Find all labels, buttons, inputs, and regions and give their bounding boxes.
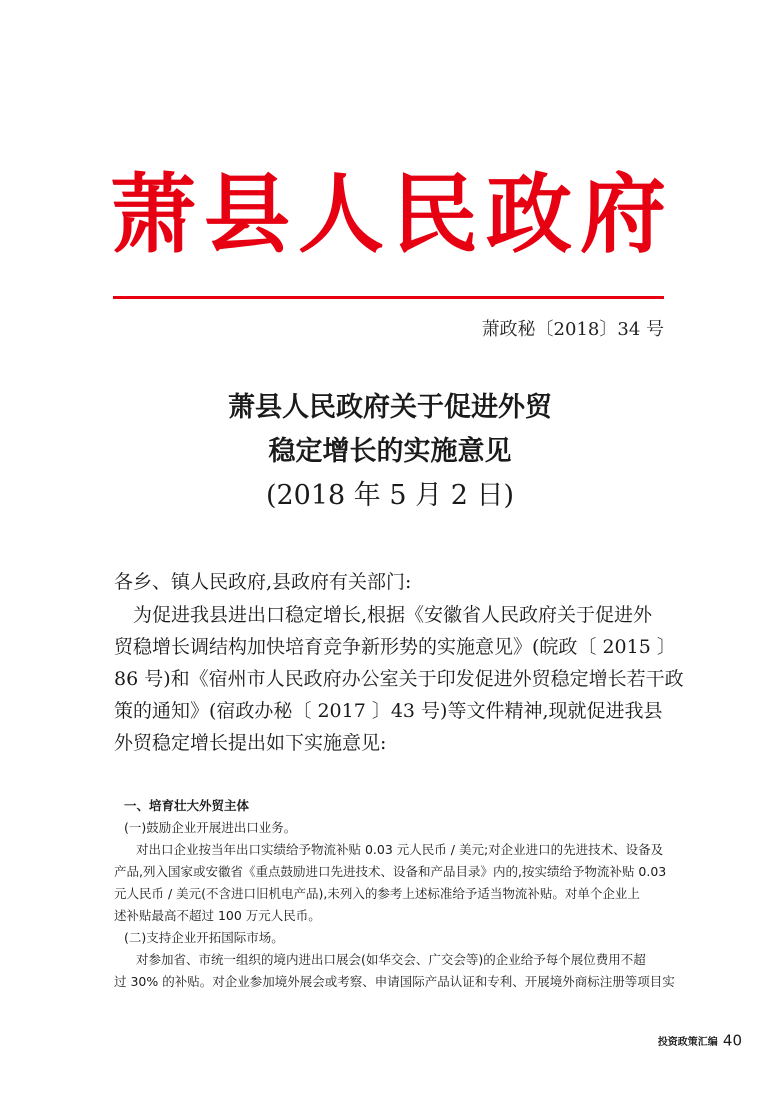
page-number: 40 — [722, 1031, 742, 1050]
paragraph-line: 对参加省、市统一组织的境内进出口展会(如华交会、广交会等)的企业给予每个展位费用不超 — [136, 952, 646, 967]
subsection-heading-text: (一)鼓励企业开展进出口业务。 — [124, 820, 297, 835]
footer-label: 投资政策汇编 — [657, 1037, 718, 1048]
intro-line: 86 号)和《宿州市人民政府办公室关于印发促进外贸稳定增长若干政 — [114, 668, 684, 690]
page-footer — [658, 1030, 742, 1050]
section-heading — [114, 795, 669, 817]
government-masthead: 萧县人民政府 — [110, 164, 674, 265]
paragraph-line: 产品,列入国家或安徽省《重点鼓励进口先进技术、设备和产品目录》内的,按实绩给予物流补贴 0.03 — [114, 864, 667, 879]
document-title-line-1: 萧县人民政府关于促进外贸 — [228, 392, 552, 423]
document-title-line-2: 稳定增长的实施意见 — [268, 436, 512, 467]
intro-line: 策的通知》(宿政办秘〔 2017 〕43 号)等文件精神,现就促进我县 — [114, 700, 663, 722]
paragraph-line: 过 30% 的补贴。对企业参加境外展会或考察、申请国际产品认证和专利、开展境外商标注册等项目实 — [114, 974, 675, 989]
document-date: (2018 年 5 月 2 日) — [265, 480, 515, 511]
intro-line: 外贸稳定增长提出如下实施意见: — [114, 732, 387, 754]
intro-paragraph — [114, 599, 684, 759]
subsection-paragraph-2 — [114, 949, 675, 993]
paragraph-line: 述补贴最高不超过 100 万元人民币。 — [114, 908, 321, 923]
subsection-heading-1 — [114, 817, 669, 839]
paragraph-line: 元人民币 / 美元(不含进口旧机电产品),未列入的参考上述标准给予适当物流补贴。对单个企业上 — [114, 886, 640, 901]
section-heading-text: 一、培育壮大外贸主体 — [124, 798, 250, 813]
intro-line: 贸稳增长调结构加快培育竞争新形势的实施意见》(皖政〔 2015 〕 — [114, 636, 676, 658]
intro-line: 为促进我县进出口稳定增长,根据《安徽省人民政府关于促进外 — [133, 604, 653, 626]
masthead-red-rule — [113, 296, 664, 299]
subsection-paragraph-1 — [114, 839, 669, 927]
subsection-heading-2 — [114, 927, 669, 949]
subsection-heading-text: (二)支持企业开拓国际市场。 — [124, 930, 284, 945]
addressee: 各乡、镇人民政府,县政府有关部门: — [114, 571, 412, 593]
document-number: 萧政秘〔2018〕34 号 — [481, 319, 664, 340]
paragraph-line: 对出口企业按当年出口实绩给予物流补贴 0.03 元人民币 / 美元;对企业进口的先进技术、设备及 — [136, 842, 664, 857]
